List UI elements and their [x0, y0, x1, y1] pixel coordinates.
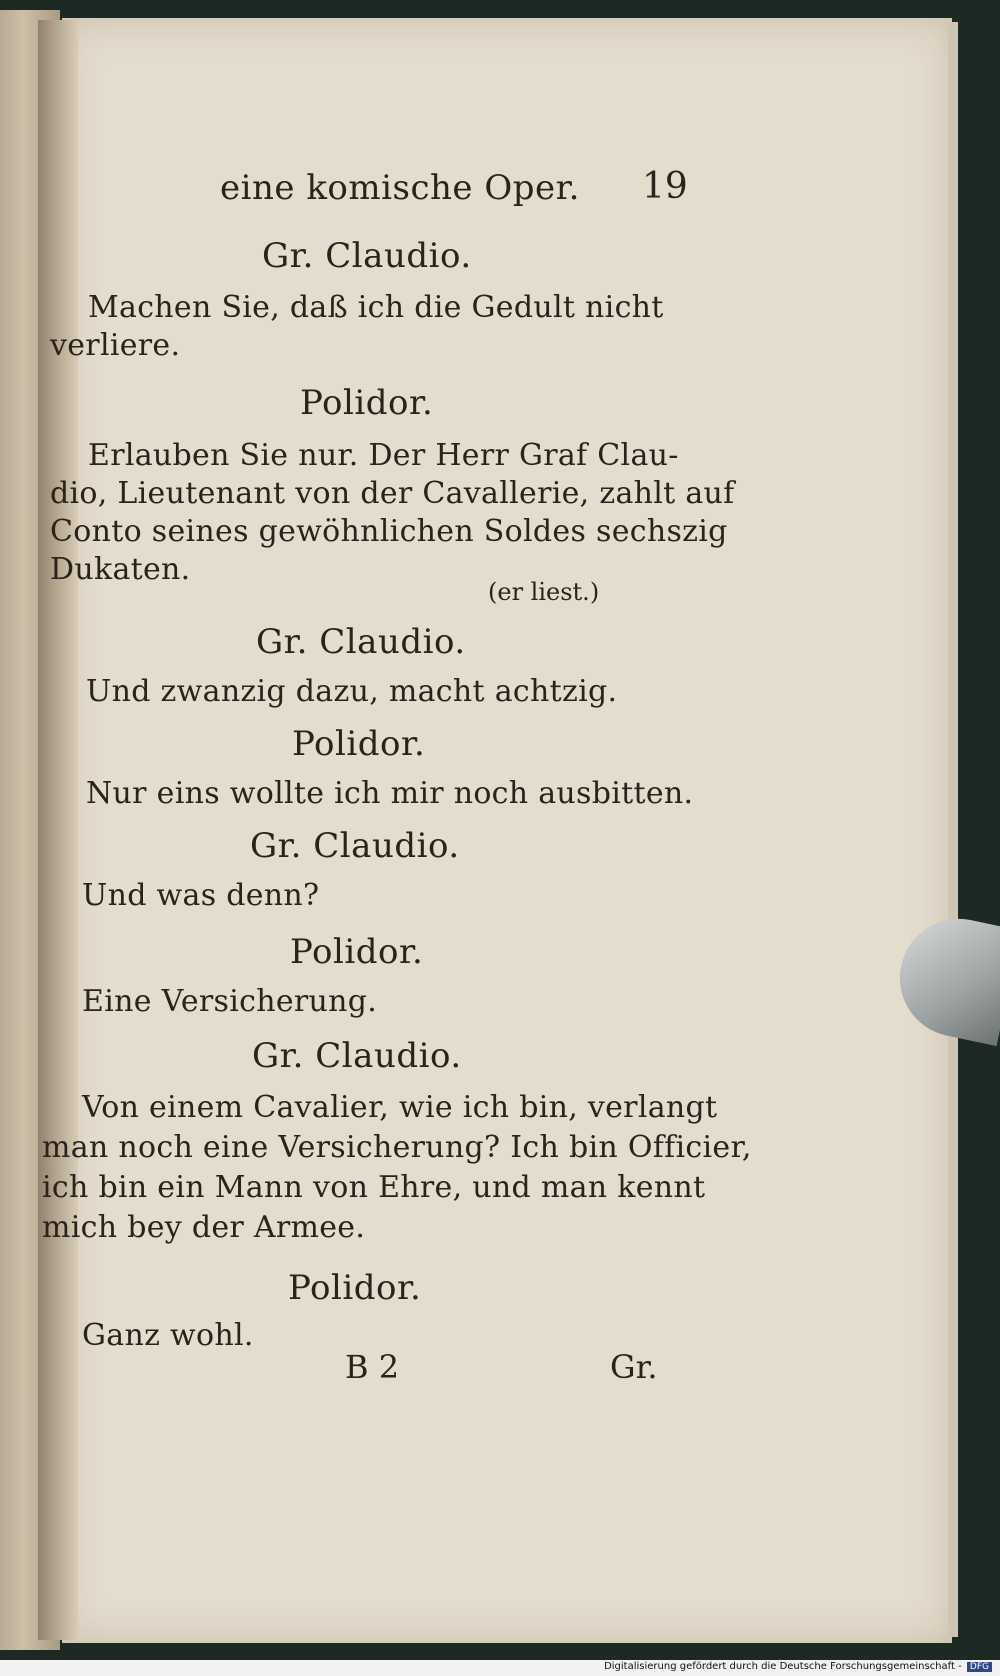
dialogue-line: Conto seines gewöhnlichen Soldes sechszig [50, 514, 728, 549]
speaker-name: Polidor. [288, 1268, 422, 1308]
dialogue-line: ich bin ein Mann von Ehre, und man kennt [42, 1170, 706, 1205]
dialogue-line: Nur eins wollte ich mir noch ausbitten. [86, 776, 694, 811]
dialogue-line: Erlauben Sie nur. Der Herr Graf Clau- [88, 438, 679, 473]
dialogue-line: Und zwanzig dazu, macht achtzig. [86, 674, 618, 709]
book-page [62, 18, 952, 1643]
dialogue-line: Dukaten. [50, 552, 191, 587]
running-head: eine komische Oper. [220, 168, 580, 208]
speaker-name: Gr. Claudio. [262, 236, 472, 276]
stage-direction: (er liest.) [488, 578, 600, 606]
page-number: 19 [642, 166, 688, 207]
dfg-logo: DFG [967, 1662, 992, 1672]
dialogue-line: Ganz wohl. [82, 1318, 254, 1353]
dialogue-line: Von einem Cavalier, wie ich bin, verlangt [82, 1090, 718, 1125]
dialogue-line: man noch eine Versicherung? Ich bin Officier, [42, 1130, 752, 1165]
speaker-name: Polidor. [292, 724, 426, 764]
digitization-credit [604, 1661, 992, 1672]
speaker-name: Gr. Claudio. [250, 826, 460, 866]
dialogue-line: mich bey der Armee. [42, 1210, 366, 1245]
dialogue-line: Eine Versicherung. [82, 984, 378, 1019]
page-gutter [38, 20, 78, 1640]
speaker-name: Polidor. [300, 383, 434, 423]
speaker-name: Gr. Claudio. [256, 622, 466, 662]
page-right-edge [948, 22, 958, 1637]
speaker-name: Gr. Claudio. [252, 1036, 462, 1076]
dialogue-line: verliere. [50, 328, 181, 363]
credit-text: Digitalisierung gefördert durch die Deutsche Forschungsgemeinschaft - [604, 1661, 962, 1672]
speaker-name: Polidor. [290, 932, 424, 972]
catchword: Gr. [610, 1348, 658, 1386]
dialogue-line: Und was denn? [82, 878, 320, 913]
signature-mark: B 2 [345, 1348, 400, 1386]
dialogue-line: dio, Lieutenant von der Cavallerie, zahlt auf [50, 476, 735, 511]
dialogue-line: Machen Sie, daß ich die Gedult nicht [88, 290, 664, 325]
